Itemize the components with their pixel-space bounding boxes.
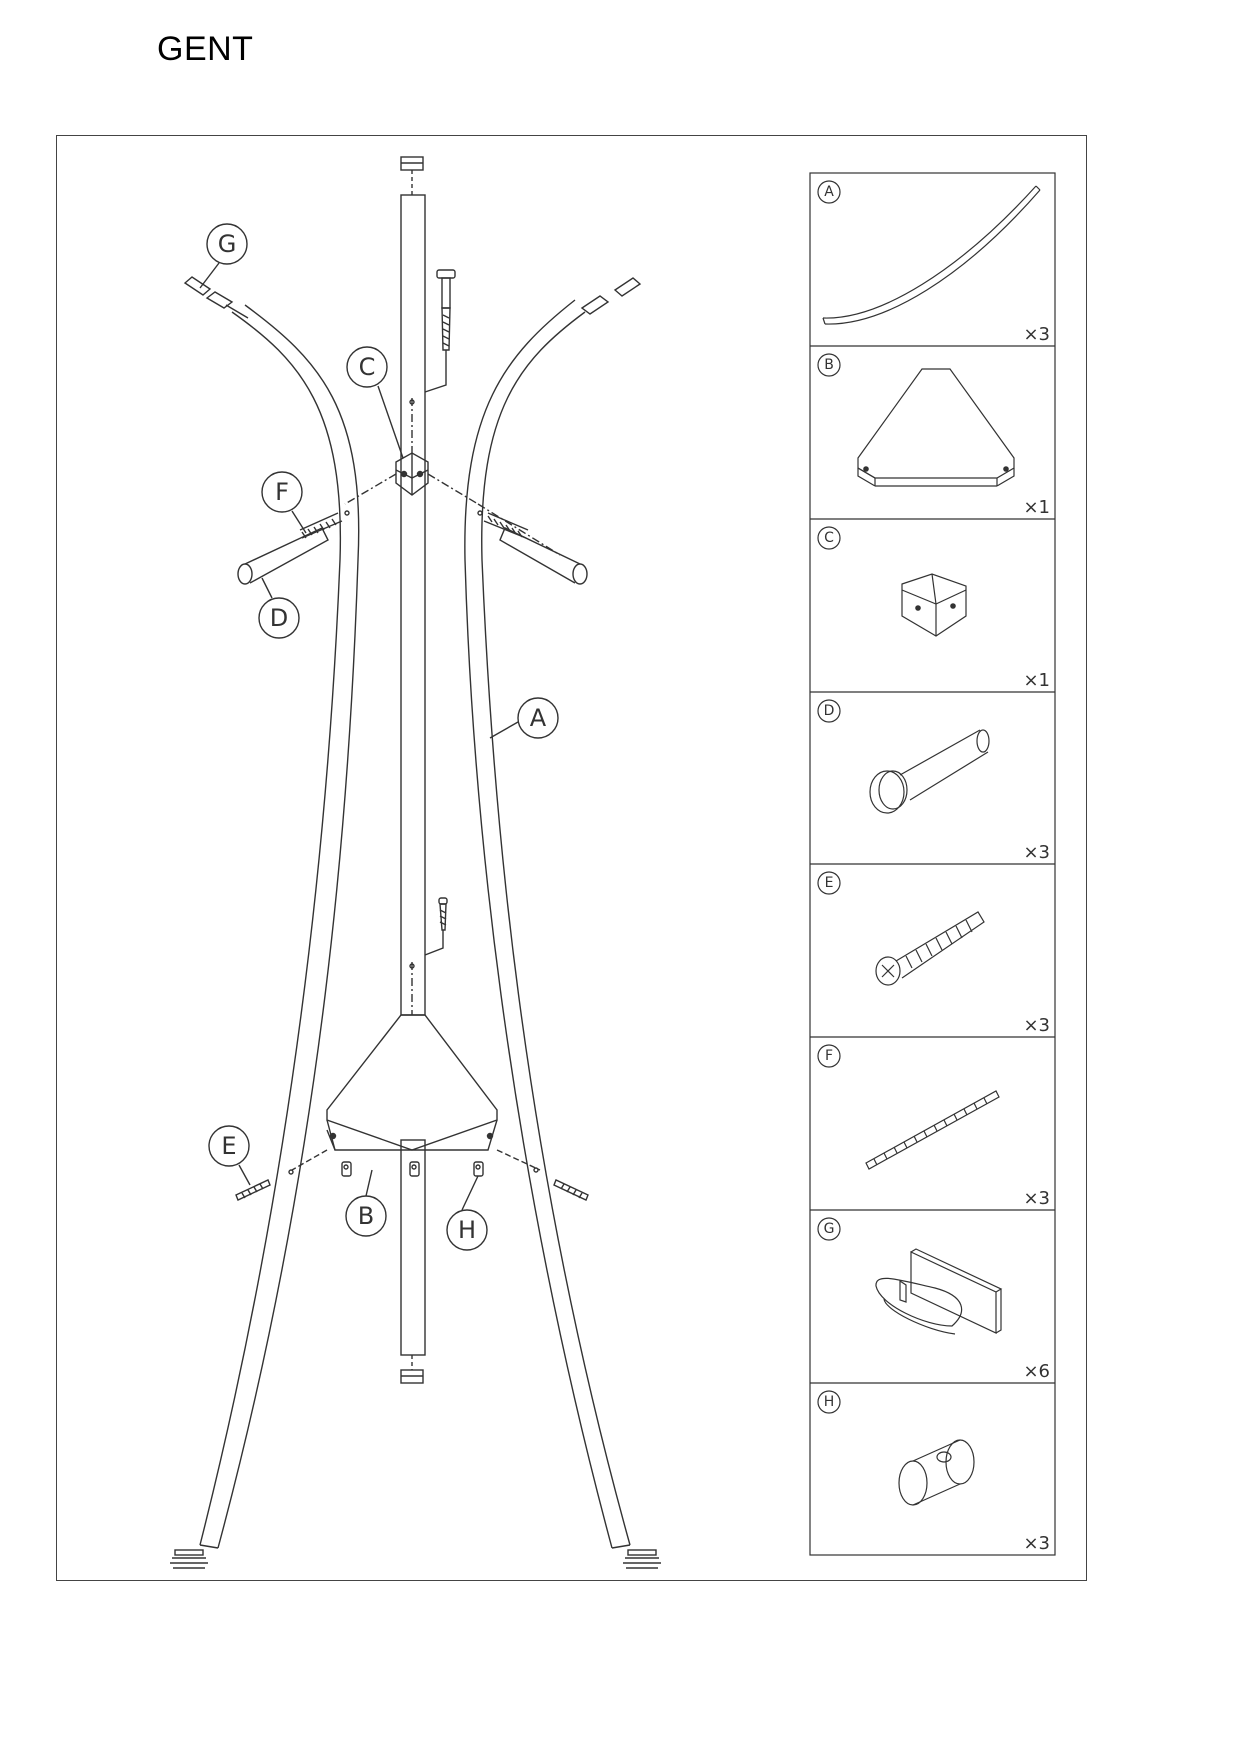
part-c-illustration: [902, 574, 966, 636]
part-b-qty: ×1: [1023, 497, 1050, 518]
callout-h-label: H: [457, 1216, 477, 1244]
leg-right: [465, 300, 661, 1568]
end-cap-left: [185, 277, 232, 308]
peg-right: [478, 511, 587, 584]
part-e-qty: ×3: [1023, 1015, 1050, 1036]
peg-left: [238, 511, 349, 584]
part-g-letter: G: [823, 1221, 835, 1237]
screw-right: [534, 1168, 588, 1200]
callout-a-label: A: [529, 704, 547, 732]
middle-screw: [425, 898, 447, 955]
base-cross-dowels: [342, 1162, 483, 1176]
part-d-qty: ×3: [1023, 842, 1050, 863]
part-c-qty: ×1: [1023, 670, 1050, 691]
part-h-letter: H: [823, 1394, 835, 1410]
part-g-illustration: [876, 1249, 1001, 1334]
part-h-qty: ×3: [1023, 1533, 1050, 1554]
callout-g-label: G: [217, 230, 237, 258]
callout-b-label: B: [357, 1202, 375, 1230]
part-b-illustration: [858, 369, 1014, 486]
page-title: GENT: [157, 30, 254, 68]
part-d-illustration: [870, 730, 989, 813]
part-c-letter: C: [824, 530, 834, 546]
part-a-qty: ×3: [1023, 324, 1050, 345]
central-pole: [401, 157, 425, 1383]
part-e-illustration: [876, 912, 984, 985]
parts-list: [810, 173, 1055, 1555]
part-f-qty: ×3: [1023, 1188, 1050, 1209]
top-bolt: [425, 270, 455, 392]
part-e-letter: E: [824, 875, 834, 891]
callout-e-label: E: [221, 1132, 237, 1160]
callout-a: [490, 698, 558, 738]
part-d-letter: D: [823, 703, 835, 719]
callout-f-label: F: [275, 478, 289, 506]
leg-left: [170, 305, 359, 1568]
part-a-illustration: [823, 186, 1040, 324]
end-cap-right: [582, 278, 640, 314]
part-a-letter: A: [824, 184, 834, 200]
part-g-qty: ×6: [1023, 1361, 1050, 1382]
base-b: [327, 1015, 497, 1150]
part-b-letter: B: [824, 357, 834, 373]
part-h-illustration: [899, 1440, 974, 1505]
part-f-letter: F: [824, 1048, 834, 1064]
callout-c-label: C: [358, 353, 376, 381]
part-f-illustration: [866, 1091, 999, 1169]
callout-d-label: D: [269, 604, 289, 632]
